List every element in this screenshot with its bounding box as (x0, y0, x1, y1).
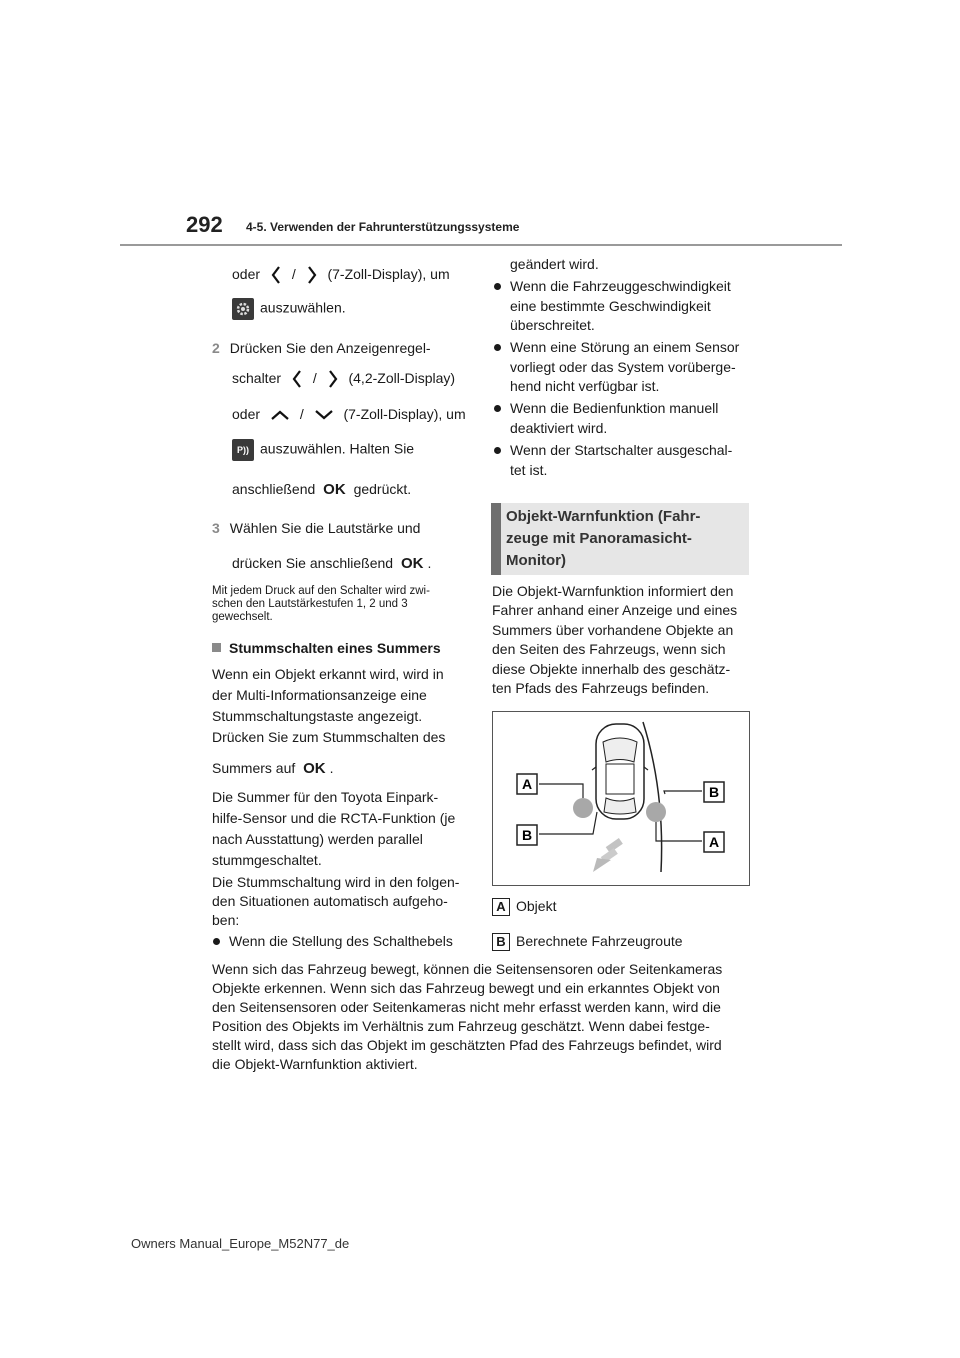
text: auszuwählen. (260, 299, 346, 316)
text-line: Fahrer anhand einer Anzeige und eines (492, 602, 738, 618)
text-line: nach Ausstattung) werden parallel (212, 831, 423, 847)
text-line: ten Pfads des Fahrzeugs befinden. (492, 680, 710, 696)
text-line (232, 480, 411, 499)
text-line: Die Objekt-Warnfunktion informiert den (492, 583, 734, 599)
bullet-icon (494, 283, 501, 290)
predicted-path-right (643, 722, 662, 872)
bullet-text: eine bestimmte Geschwindigkeit (510, 298, 711, 314)
bullet-text: vorliegt oder das System vorüberge- (510, 359, 736, 375)
bullet-text: Wenn die Bedienfunktion manuell (510, 400, 719, 416)
diagram-svg (493, 712, 749, 885)
note-line: schen den Lautstärkestufen 1, 2 und 3 (212, 598, 408, 610)
object-warning-diagram (492, 711, 750, 886)
text: . (329, 760, 334, 776)
text-line: Die Summer für den Toyota Einpark- (212, 789, 439, 805)
text-line: ben: (212, 912, 240, 928)
square-bullet-icon (212, 643, 221, 652)
bullet-text: Wenn der Startschalter ausgeschal- (510, 442, 733, 458)
text: Stummschalten eines Summers (229, 640, 441, 656)
object-circle (646, 802, 666, 822)
ok-icon: OK (323, 481, 346, 499)
text: (4,2-Zoll-Display) (348, 370, 456, 386)
text-line: den Seitensensoren oder Seitenkameras nicht mehr erfasst werden kann, wird die (212, 999, 721, 1015)
note-line: gewechselt. (212, 611, 273, 623)
text-line: der Multi-Informationsanzeige eine (212, 687, 427, 703)
gear-icon (232, 298, 254, 320)
bullet-text: Wenn eine Störung an einem Sensor (510, 339, 740, 355)
text: . (427, 555, 432, 571)
legend-tag: A (492, 898, 510, 916)
bullet-icon (494, 447, 501, 454)
step-number: 3 (212, 520, 220, 536)
header-divider (120, 244, 842, 246)
chevron-left-icon (291, 369, 303, 389)
leader-line (656, 822, 702, 841)
text-line: hilfe-Sensor und die RCTA-Funktion (je (212, 810, 456, 826)
text: / (299, 406, 304, 422)
bullet-text: überschreitet. (510, 317, 595, 333)
text-line: stummgeschaltet. (212, 852, 322, 868)
legend-tag: B (492, 933, 510, 951)
text-line: die Objekt-Warnfunktion aktiviert. (212, 1056, 418, 1072)
diagram-label-a: A (521, 776, 533, 792)
diagram-label-a: A (708, 834, 720, 850)
page-number: 292 (186, 212, 223, 237)
step-3 (212, 519, 420, 537)
text-line: Die Stummschaltung wird in den folgen- (212, 874, 460, 890)
text: Drücken Sie den Anzeigenregel- (229, 340, 431, 356)
step-2 (212, 339, 431, 357)
car-icon (592, 724, 648, 819)
text: auszuwählen. Halten Sie (260, 440, 415, 457)
ok-icon: OK (303, 760, 326, 778)
chevron-right-icon (327, 369, 339, 389)
section-heading-bar (491, 503, 501, 575)
object-circle (573, 798, 593, 818)
bullet-text: Wenn die Stellung des Schalthebels (229, 933, 453, 949)
legend-text: Berechnete Fahrzeugroute (516, 933, 683, 949)
text: anschließend (232, 481, 316, 497)
section-header-title: 4-5. Verwenden der Fahrunterstützungssysteme (246, 220, 520, 234)
text-line: Stummschaltungstaste angezeigt. (212, 708, 423, 724)
legend-text: Objekt (516, 898, 557, 914)
bullet-text: tet ist. (510, 462, 548, 478)
ok-icon: OK (401, 555, 424, 573)
footer-text: Owners Manual_Europe_M52N77_de (131, 1236, 350, 1251)
text-line: Wenn ein Objekt erkannt wird, wird in (212, 666, 444, 682)
text-line: den Situationen automatisch aufgeho- (212, 893, 448, 909)
text-line (232, 265, 450, 285)
bullet-icon (213, 938, 220, 945)
sub-heading (212, 639, 441, 657)
parking-sensor-icon: P)) (232, 439, 254, 461)
text: oder (232, 406, 261, 422)
section-heading-line: zeuge mit Panoramasicht- (506, 530, 692, 547)
diagram-label-b: B (521, 827, 533, 843)
reverse-arrow-icon (593, 838, 623, 872)
diagram-label-b: B (708, 784, 720, 800)
text: oder (232, 266, 261, 282)
text: / (312, 370, 317, 386)
chevron-left-icon (270, 265, 282, 285)
text: drücken Sie anschließend (232, 555, 394, 571)
text-line: diese Objekte innerhalb des geschätz- (492, 661, 731, 677)
text: (7-Zoll-Display), um (327, 266, 450, 282)
leader-line (539, 784, 583, 798)
text-line: Position des Objekts im Verhältnis zum Fahrzeug geschätzt. Wenn dabei festge- (212, 1018, 710, 1034)
bullet-text: deaktiviert wird. (510, 420, 608, 436)
leader-line (664, 791, 702, 794)
text: gedrückt. (353, 481, 412, 497)
chevron-right-icon (306, 265, 318, 285)
step-number: 2 (212, 340, 220, 356)
text: / (291, 266, 296, 282)
bullet-text: hend nicht verfügbar ist. (510, 378, 660, 394)
text-line (232, 298, 346, 320)
text-line: Drücken Sie zum Stummschalten des (212, 729, 446, 745)
legend-item (492, 932, 683, 951)
text: schalter (232, 370, 282, 386)
section-heading-line: Objekt-Warnfunktion (Fahr- (506, 508, 701, 525)
note-line: Mit jedem Druck auf den Schalter wird zwi- (212, 585, 430, 597)
text-line (212, 759, 334, 778)
icon-text: P (236, 445, 243, 455)
legend-item (492, 897, 556, 916)
bullet-icon (494, 344, 501, 351)
bullet-icon (494, 405, 501, 412)
chevron-up-icon (270, 409, 290, 421)
text: Wählen Sie die Lautstärke und (229, 520, 421, 536)
text-line: geändert wird. (510, 256, 599, 272)
bullet-text: Wenn die Fahrzeuggeschwindigkeit (510, 278, 731, 294)
text-line (232, 369, 455, 389)
text-line: Summers über vorhandene Objekte an (492, 622, 734, 638)
text-line: stellt wird, dass sich das Objekt im geschätzten Pfad des Fahrzeugs befindet, wird (212, 1037, 722, 1053)
text-line: Objekte erkennen. Wenn sich das Fahrzeug bewegt und ein erkanntes Objekt von (212, 980, 720, 996)
text-line (232, 405, 466, 423)
chevron-down-icon (314, 409, 334, 421)
text-line (232, 439, 414, 461)
text: Summers auf (212, 760, 296, 776)
text-line: Wenn sich das Fahrzeug bewegt, können die Seitensensoren oder Seitenkameras (212, 961, 723, 977)
text: (7-Zoll-Display), um (343, 406, 466, 422)
text-line (232, 554, 431, 573)
section-heading-line: Monitor) (506, 552, 566, 569)
text-line: den Seiten des Fahrzeugs, wenn sich (492, 641, 726, 657)
